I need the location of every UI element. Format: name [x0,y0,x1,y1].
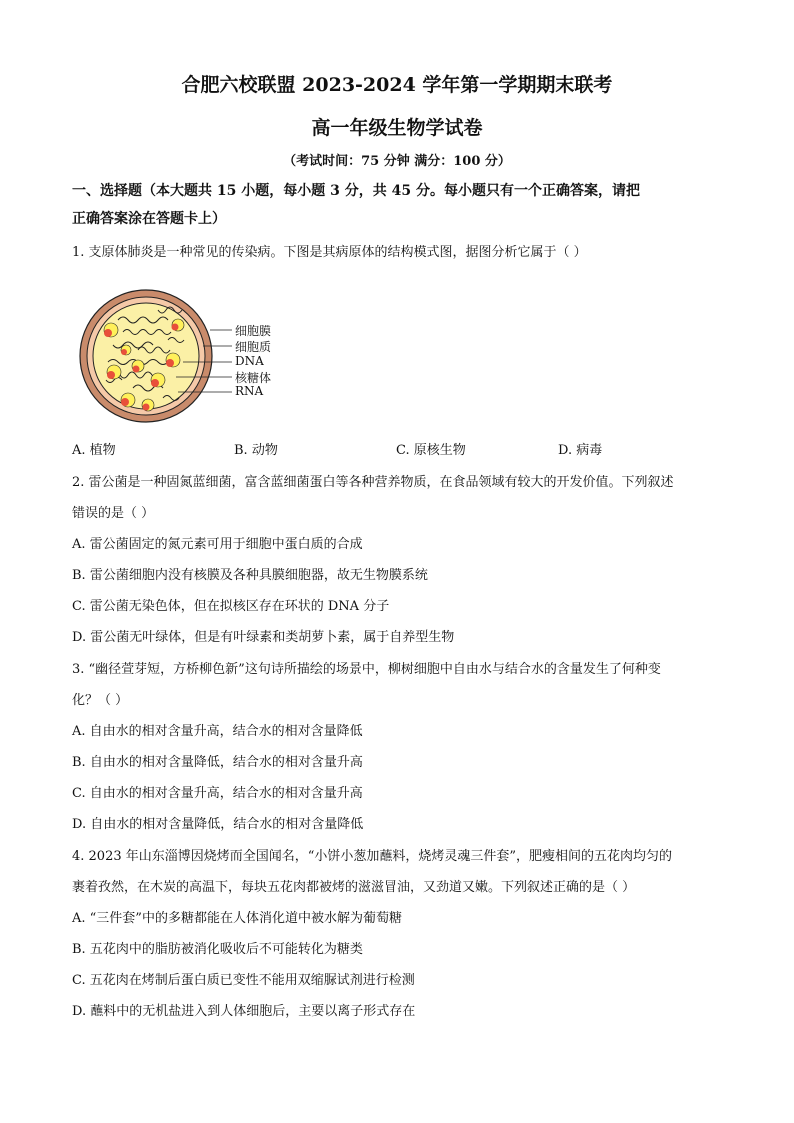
exam-subtitle: 高一年级生物学试卷 [311,117,483,139]
mycoplasma-structure-diagram [78,280,288,430]
label-rna: RNA [235,384,264,398]
q2-option-c[interactable]: C. 雷公菌无染色体，但在拟核区存在环状的 DNA 分子 [72,599,390,614]
q3-option-b[interactable]: B. 自由水的相对含量降低，结合水的相对含量升高 [72,755,363,770]
label-cell-membrane: 细胞膜 [235,324,272,338]
q2-option-d[interactable]: D. 雷公菌无叶绿体，但是有叶绿素和类胡萝卜素，属于自养型生物 [72,630,455,645]
q4-stem-line1: 4. 2023 年山东淄博因烧烤而全国闻名，“小饼小葱加蘸料，烧烤灵魂三件套”，肥瘦相间的五花肉均匀的 [72,849,673,864]
exam-title: 合肥六校联盟 2023-2024 学年第一学期期末联考 [181,74,613,96]
q1-stem: 1. 支原体肺炎是一种常见的传染病。下图是其病原体的结构模式图，据图分析它属于（ ） [72,245,587,260]
q2-option-b[interactable]: B. 雷公菌细胞内没有核膜及各种具膜细胞器，故无生物膜系统 [72,568,428,583]
q3-stem-line2: 化？（ ） [72,693,129,708]
q2-option-a[interactable]: A. 雷公菌固定的氮元素可用于细胞中蛋白质的合成 [72,537,363,552]
q1-option-a[interactable]: A. 植物 [72,443,116,458]
q4-option-c[interactable]: C. 五花肉在烤制后蛋白质已变性不能用双缩脲试剂进行检测 [72,973,415,988]
q3-stem-line1: 3. “幽径萱芽短，方桥柳色新”这句诗所描绘的场景中，柳树细胞中自由水与结合水的含量发生了何种变 [72,662,661,677]
q1-option-d[interactable]: D. 病毒 [558,443,603,458]
section-heading-line1: 一、选择题（本大题共 15 小题，每小题 3 分，共 45 分。每小题只有一个正确答案，请把 [72,183,640,199]
q3-option-d[interactable]: D. 自由水的相对含量降低，结合水的相对含量降低 [72,817,364,832]
label-dna: DNA [235,354,264,368]
section-heading-line2: 正确答案涂在答题卡上） [72,211,226,227]
q3-option-a[interactable]: A. 自由水的相对含量升高，结合水的相对含量降低 [72,724,363,739]
q4-option-d[interactable]: D. 蘸料中的无机盐进入到人体细胞后，主要以离子形式存在 [72,1004,416,1019]
cytoplasm [93,303,199,409]
exam-info: （考试时间：75 分钟 满分：100 分） [283,154,511,169]
q4-option-a[interactable]: A. “三件套”中的多糖都能在人体消化道中被水解为葡萄糖 [72,911,402,926]
q2-stem-line2: 错误的是（ ） [72,506,155,521]
q2-stem-line1: 2. 雷公菌是一种固氮蓝细菌，富含蓝细菌蛋白等各种营养物质，在食品领域有较大的开发价值。下列叙述 [72,475,674,490]
q1-option-b[interactable]: B. 动物 [234,443,278,458]
label-ribosome: 核糖体 [235,371,272,385]
q1-option-c[interactable]: C. 原核生物 [396,443,466,458]
label-cytoplasm: 细胞质 [235,340,272,354]
q4-option-b[interactable]: B. 五花肉中的脂肪被消化吸收后不可能转化为糖类 [72,942,363,957]
q4-stem-line2: 裹着孜然，在木炭的高温下，每块五花肉都被烤的滋滋冒油，又劲道又嫩。下列叙述正确的是（ ） [72,880,636,895]
q3-option-c[interactable]: C. 自由水的相对含量升高，结合水的相对含量升高 [72,786,363,801]
